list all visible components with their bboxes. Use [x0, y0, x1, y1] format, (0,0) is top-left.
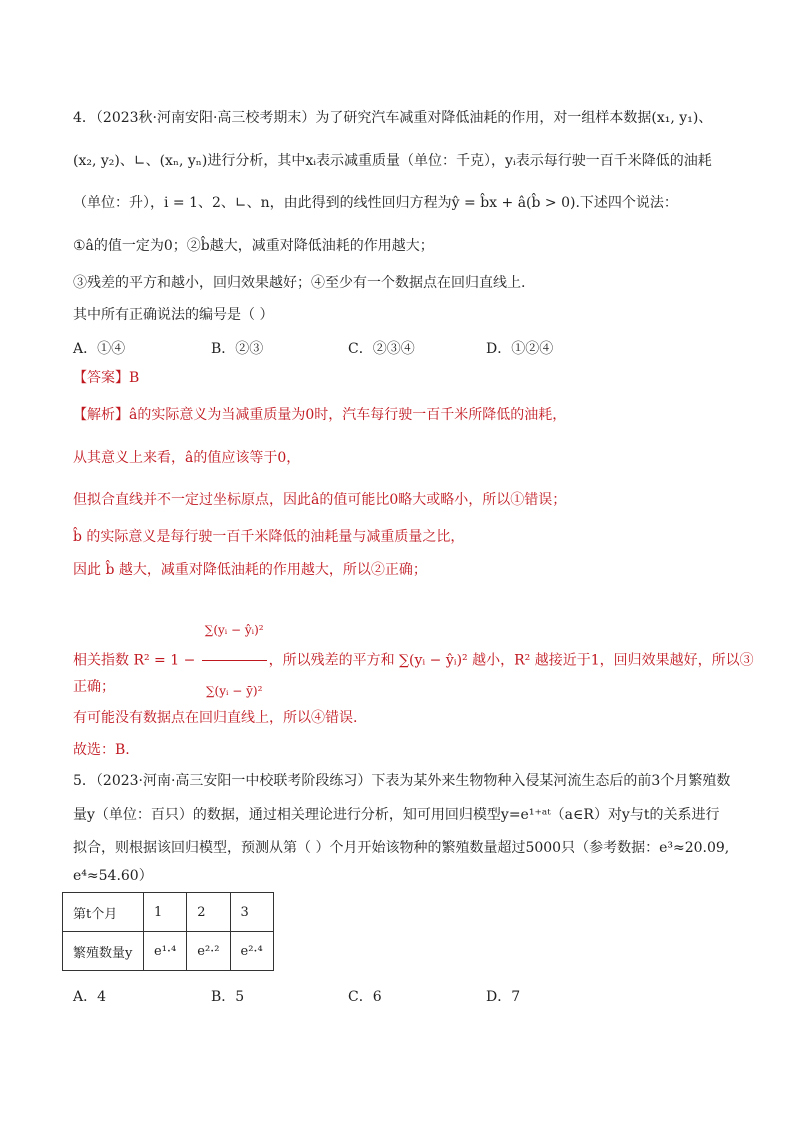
table-cell: 3	[230, 893, 273, 932]
r2-numerator: ∑(yᵢ − ŷᵢ)²	[202, 600, 267, 661]
q4-statement-1-2: ①â的值一定为0；②b̂越大，减重对降低油耗的作用越大；	[73, 238, 434, 254]
q4-analysis-3: 但拟合直线并不一定过坐标原点，因此â的值可能比0略大或略小，所以①错误；	[73, 492, 567, 508]
q4-option-a: A．①④	[73, 341, 126, 357]
q4-analysis-5: 因此 b̂ 越大，减重对降低油耗的作用越大，所以②正确；	[73, 562, 427, 578]
q4-analysis-7: 正确；	[73, 679, 115, 695]
q5-stem-line1: 5．（2023·河南·高三安阳一中校联考阶段练习）下表为某外来生物物种入侵某河流生态后的前3个月繁殖数	[73, 773, 731, 789]
table-cell: e¹·⁴	[144, 932, 187, 971]
q4-answer: 【答案】B	[73, 370, 140, 386]
table-row	[63, 932, 274, 971]
q5-option-a: A．4	[73, 989, 107, 1005]
q4-stem-line2: (x₂, y₂)、∟、(xₙ, yₙ)进行分析，其中xᵢ表示减重质量（单位：千克），yᵢ表示每行驶一百千米降低的油耗	[73, 153, 712, 169]
r2-fraction	[202, 600, 267, 721]
q4-analysis-8: 有可能没有数据点在回归直线上，所以④错误.	[73, 710, 358, 726]
q5-option-b: B．5	[211, 989, 245, 1005]
q5-stem-line2: 量y（单位：百只）的数据，通过相关理论进行分析，知可用回归模型y=e¹⁺ᵃᵗ（a∈R）对y与t的关系进行	[73, 807, 720, 823]
q5-stem-line4: e⁴≈54.60）	[73, 868, 153, 884]
q4-stem-line3: （单位：升），i = 1、2、∟、n，由此得到的线性回归方程为ŷ = b̂x + â(b̂ > 0).下述四个说法：	[73, 195, 678, 211]
q5-stem-line3: 拟合，则根据该回归模型，预测从第（ ）个月开始该物种的繁殖数量超过5000只（参考数据：e³≈20.09,	[73, 840, 730, 856]
table-cell: 1	[144, 893, 187, 932]
q4-analysis-9: 故选：B.	[73, 742, 130, 758]
q4-option-d: D．①②④	[486, 341, 554, 357]
r2-prefix: 相关指数 R² = 1 −	[73, 652, 196, 669]
table-row-label: 繁殖数量y	[63, 932, 144, 971]
table-cell: 2	[187, 893, 230, 932]
table-row	[63, 893, 274, 932]
q4-question: 其中所有正确说法的编号是（ ）	[73, 307, 274, 323]
q4-analysis-4: b̂ 的实际意义是每行驶一百千米降低的油耗量与减重质量之比，	[73, 529, 465, 545]
analysis-label: 【解析】	[73, 407, 129, 423]
q4-analysis-2: 从其意义上来看，â的值应该等于0，	[73, 450, 301, 466]
q5-data-table	[62, 892, 274, 971]
q4-analysis-1	[73, 405, 566, 425]
table-cell: e²·²	[187, 932, 230, 971]
q4-option-c: C．②③④	[348, 341, 415, 357]
r2-denominator: ∑(yᵢ − ȳ)²	[205, 684, 263, 698]
q4-option-b: B．②③	[211, 341, 264, 357]
q4-analysis-6	[73, 600, 754, 721]
table-cell: e²·⁴	[230, 932, 273, 971]
q4-statement-3-4: ③残差的平方和越小，回归效果越好；④至少有一个数据点在回归直线上.	[73, 275, 526, 291]
table-row-label: 第t个月	[63, 893, 144, 932]
analysis-text: â的实际意义为当减重质量为0时，汽车每行驶一百千米所降低的油耗，	[129, 407, 567, 423]
q5-option-d: D．7	[486, 989, 521, 1005]
r2-tail: ，所以残差的平方和 ∑(yᵢ − ŷᵢ)² 越小，R² 越接近于1，回归效果越好，所以③	[268, 652, 754, 669]
q4-stem-line1: 4．（2023秋·河南安阳·高三校考期末）为了研究汽车减重对降低油耗的作用，对一组样本数据(x₁, y₁)、	[73, 110, 713, 126]
q5-option-c: C．6	[348, 989, 382, 1005]
